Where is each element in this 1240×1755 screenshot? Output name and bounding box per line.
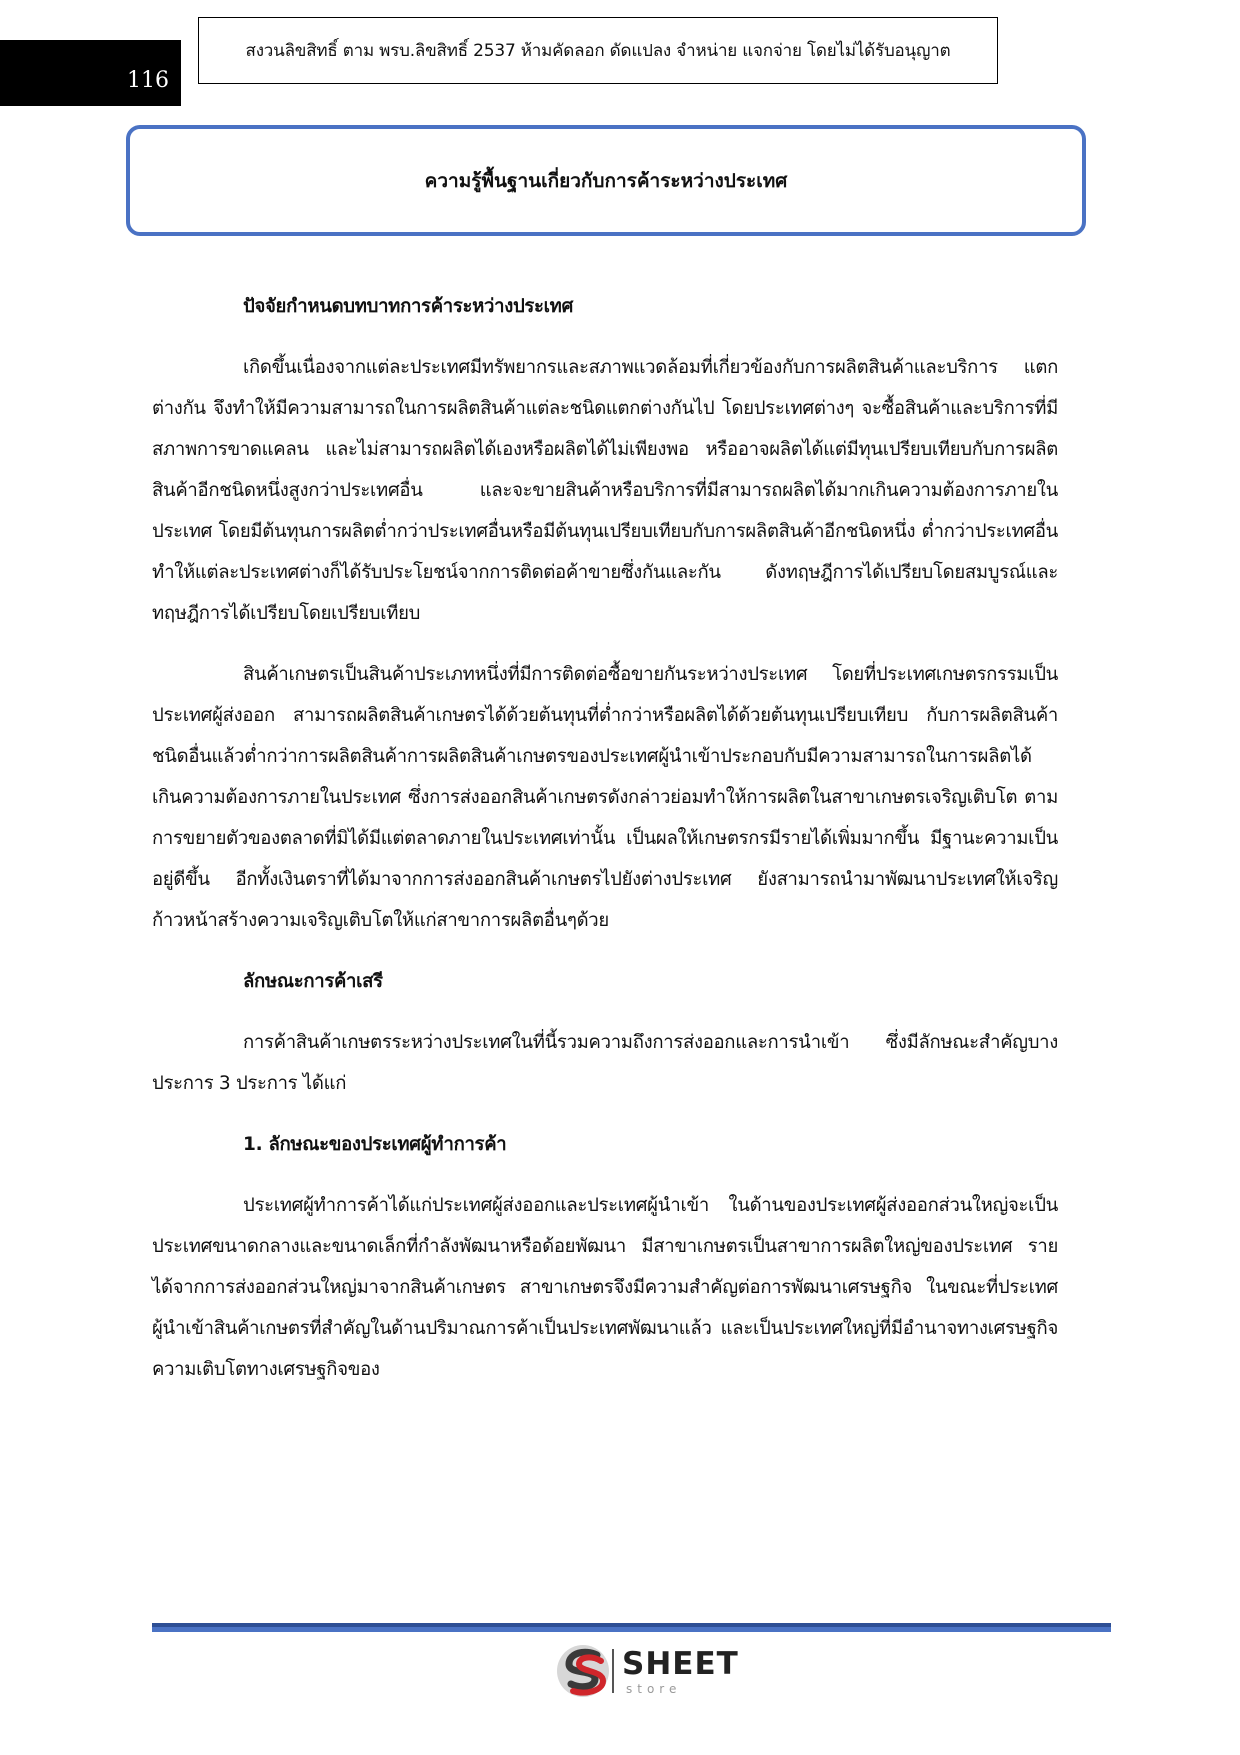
chapter-title-box [126,125,1086,236]
logo-wordmark: SHEET [622,1646,739,1682]
sheet-store-logo-icon [555,1643,615,1699]
document-body [152,286,1058,1410]
paragraph: ประเทศผู้ทำการค้าได้แก่ประเทศผู้ส่งออกและประเทศผู้นำเข้า ในด้านของประเทศผู้ส่งออกส่วนใหญ่จะเป็นประเทศขนาดกลางและขนาดเล็กที่กำลังพัฒนาหรือด้อยพัฒนา มีสาขาเกษตรเป็นสาขาการผลิตใหญ่ของประเทศ รายได้จากการส่งออกส่วนใหญ่มาจากสินค้าเกษตร สาขาเกษตรจึงมีความสำคัญต่อการพัฒนาเศรษฐกิจ ในขณะที่ประเทศผู้นำเข้าสินค้าเกษตรที่สำคัญในด้านปริมาณการค้าเป็นประเทศพัฒนาแล้ว และเป็นประเทศใหญ่ที่มีอำนาจทางเศรษฐกิจ ความเติบโตทางเศรษฐกิจของ [152,1195,1058,1380]
page-number-box [0,40,181,106]
sheet-store-logo [555,1643,739,1699]
paragraph: สินค้าเกษตรเป็นสินค้าประเภทหนึ่งที่มีการติดต่อซื้อขายกันระหว่างประเทศ โดยที่ประเทศเกษตรกรรมเป็นประเทศผู้ส่งออก สามารถผลิตสินค้าเกษตรได้ด้วยต้นทุนที่ต่ำกว่าหรือผลิตได้ด้วยต้นทุนเปรียบเทียบ กับการผลิตสินค้าชนิดอื่นแล้วต่ำกว่าการผลิตสินค้าการผลิตสินค้าเกษตรของประเทศผู้นำเข้าประกอบกับมีความสามารถในการผลิตได้เกินความต้องการภายในประเทศ ซึ่งการส่งออกสินค้าเกษตรดังกล่าวย่อมทำให้การผลิตในสาขาเกษตรเจริญเติบโต ตามการขยายตัวของตลาดที่มิได้มีแต่ตลาดภายในประเทศเท่านั้น เป็นผลให้เกษตรกรมีรายได้เพิ่มมากขึ้น มีฐานะความเป็นอยู่ดีขึ้น อีกทั้งเงินตราที่ได้มาจากการส่งออกสินค้าเกษตรไปยังต่างประเทศ ยังสามารถนำมาพัฒนาประเทศให้เจริญก้าวหน้าสร้างความเจริญเติบโตให้แก่สาขาการผลิตอื่นๆด้วย [152,664,1058,931]
page-number: 116 [127,68,169,93]
section-heading-free-trade: ลักษณะการค้าเสรี [243,971,383,992]
chapter-title: ความรู้พื้นฐานเกี่ยวกับการค้าระหว่างประเทศ [424,169,788,192]
paragraph: เกิดขึ้นเนื่องจากแต่ละประเทศมีทรัพยากรและสภาพแวดล้อมที่เกี่ยวข้องกับการผลิตสินค้าและบริการ แตกต่างกัน จึงทำให้มีความสามารถในการผลิตสินค้าแต่ละชนิดแตกต่างกันไป โดยประเทศต่างๆ จะซื้อสินค้าและบริการที่มีสภาพการขาดแคลน และไม่สามารถผลิตได้เองหรือผลิตได้ไม่เพียงพอ หรืออาจผลิตได้แต่มีทุนเปรียบเทียบกับการผลิตสินค้าอีกชนิดหนึ่งสูงกว่าประเทศอื่น และจะขายสินค้าหรือบริการที่มีสามารถผลิตได้มากเกินความต้องการภายในประเทศ โดยมีต้นทุนการผลิตต่ำกว่าประเทศอื่นหรือมีต้นทุนเปรียบเทียบกับการผลิตสินค้าอีกชนิดหนึ่ง ต่ำกว่าประเทศอื่น ทำให้แต่ละประเทศต่างก็ได้รับประโยชน์จากการติดต่อค้าขายซึ่งกันและกัน ดังทฤษฎีการได้เปรียบโดยสมบูรณ์และทฤษฎีการได้เปรียบโดยเปรียบเทียบ [152,357,1058,624]
section-heading-trade-role-factors: ปัจจัยกำหนดบทบาทการค้าระหว่างประเทศ [243,296,574,317]
section-heading-trading-countries: 1. ลักษณะของประเทศผู้ทำการค้า [243,1134,507,1155]
logo-subtitle: store [626,1682,682,1696]
footer-divider-accent [152,1627,1111,1632]
paragraph: การค้าสินค้าเกษตรระหว่างประเทศในที่นี้รวมความถึงการส่งออกและการนำเข้า ซึ่งมีลักษณะสำคัญบางประการ 3 ประการ ได้แก่ [152,1032,1058,1094]
copyright-notice: สงวนลิขสิทธิ์ ตาม พรบ.ลิขสิทธิ์ 2537 ห้ามคัดลอก ดัดแปลง จำหน่าย แจกจ่าย โดยไม่ได้รับอนุญาต [245,41,951,61]
copyright-notice-box [198,17,998,84]
